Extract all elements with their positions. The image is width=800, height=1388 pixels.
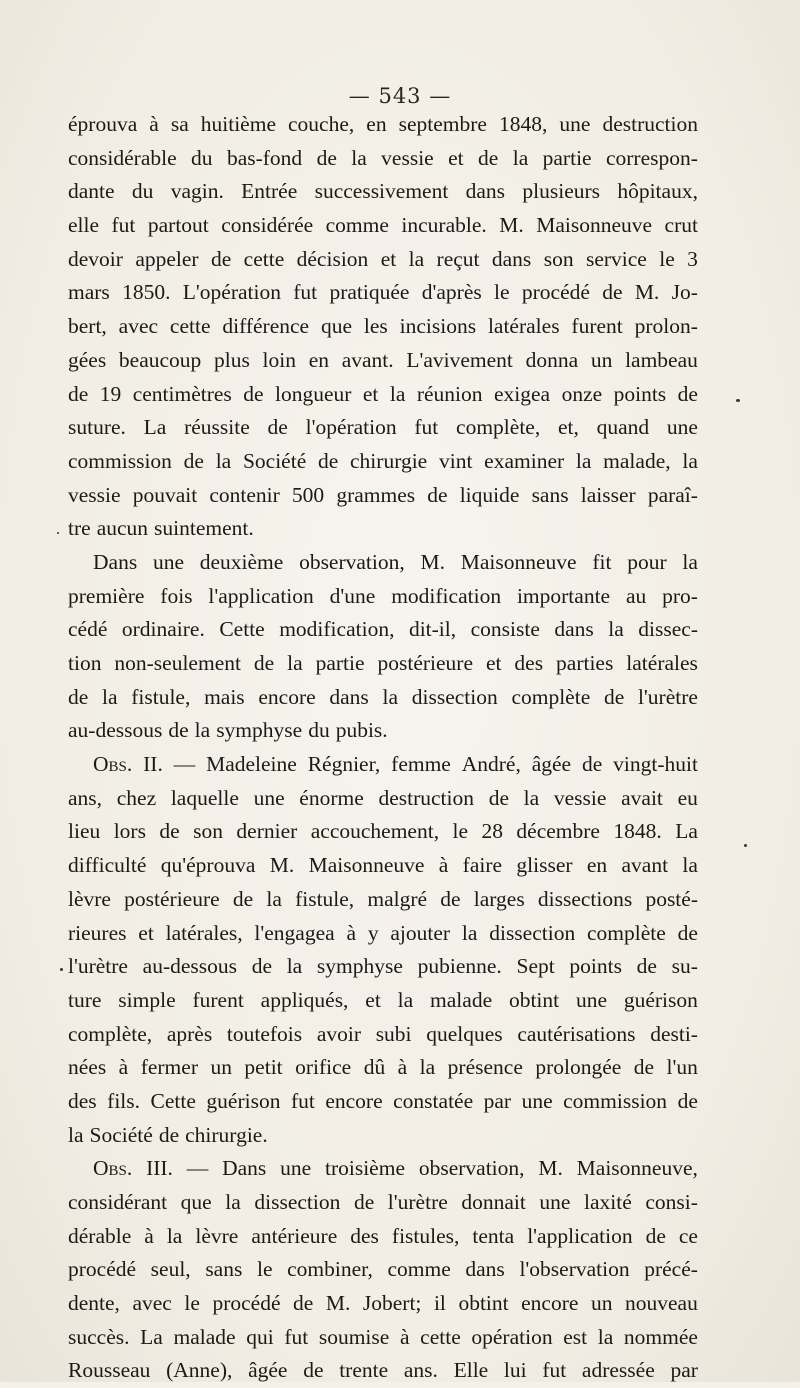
text-line: dante du vagin. Entrée successivement dans plusieurs hôpitaux, bbox=[68, 179, 698, 204]
text-line: vessie pouvait contenir 500 grammes de liquide sans laisser paraî- bbox=[68, 482, 698, 507]
text-line: procédé seul, sans le combiner, comme dans l'observation précé- bbox=[68, 1257, 698, 1282]
text-line: rieures et latérales, l'engagea à y ajouter la dissection complète de bbox=[68, 920, 698, 945]
text-line: elle fut partout considérée comme incurable. M. Maisonneuve crut bbox=[68, 213, 698, 238]
text-line: gées beaucoup plus loin en avant. L'avivement donna un lambeau bbox=[68, 347, 698, 372]
text-line: la Société de chirurgie. bbox=[68, 1122, 268, 1147]
text-line: première fois l'application d'une modification importante au pro- bbox=[68, 583, 698, 608]
body-text bbox=[68, 108, 698, 1388]
print-speck bbox=[60, 968, 63, 971]
print-speck bbox=[57, 532, 59, 534]
text-line: tre aucun suintement. bbox=[68, 516, 254, 541]
text-line: mars 1850. L'opération fut pratiquée d'après le procédé de M. Jo- bbox=[68, 280, 698, 305]
page-number: — 543 — bbox=[348, 84, 452, 108]
text-line: l'urètre au-dessous de la symphyse pubienne. Sept points de su- bbox=[68, 954, 698, 979]
text-line: dérable à la lèvre antérieure des fistules, tenta l'application de ce bbox=[68, 1223, 698, 1248]
text-line: des fils. Cette guérison fut encore constatée par une commission de bbox=[68, 1088, 698, 1113]
text-line: ans, chez laquelle une énorme destruction de la vessie avait eu bbox=[68, 785, 698, 810]
text-line: éprouva à sa huitième couche, en septembre 1848, une destruction bbox=[68, 112, 698, 136]
text-line: ture simple furent appliqués, et la malade obtint une guérison bbox=[68, 987, 698, 1012]
text-line: lieu lors de son dernier accouchement, le 28 décembre 1848. La bbox=[68, 819, 698, 844]
text-line: nées à fermer un petit orifice dû à la présence prolongée de l'un bbox=[68, 1055, 698, 1080]
text-line: considérable du bas-fond de la vessie et de la partie correspon- bbox=[68, 145, 698, 170]
text-line: commission de la Société de chirurgie vint examiner la malade, la bbox=[68, 448, 698, 473]
text-line: de la fistule, mais encore dans la dissection complète de l'urètre bbox=[68, 684, 698, 709]
text-line: Obs. III. — Dans une troisième observation, M. Maisonneuve, bbox=[93, 1156, 698, 1181]
text-line: cédé ordinaire. Cette modification, dit-il, consiste dans la dissec- bbox=[68, 617, 698, 642]
print-speck bbox=[736, 399, 740, 402]
text-line: lèvre postérieure de la fistule, malgré de larges dissections posté- bbox=[68, 886, 698, 911]
text-line: Dans une deuxième observation, M. Maisonneuve fit pour la bbox=[93, 549, 698, 574]
print-speck bbox=[744, 844, 747, 847]
text-line: succès. La malade qui fut soumise à cette opération est la nommée bbox=[68, 1324, 698, 1349]
text-line: difficulté qu'éprouva M. Maisonneuve à faire glisser en avant la bbox=[68, 853, 698, 878]
text-line: devoir appeler de cette décision et la reçut dans son service le 3 bbox=[68, 246, 698, 271]
text-line: au-dessous de la symphyse du pubis. bbox=[68, 718, 388, 743]
text-line: bert, avec cette différence que les incisions latérales furent prolon- bbox=[68, 314, 698, 339]
text-line: considérant que la dissection de l'urètre donnait une laxité consi- bbox=[68, 1190, 698, 1214]
text-line: dente, avec le procédé de M. Jobert; il obtint encore un nouveau bbox=[68, 1291, 698, 1316]
text-line: Rousseau (Anne), âgée de trente ans. Elle lui fut adressée par bbox=[68, 1358, 698, 1383]
text-line: tion non-seulement de la partie postérieure et des parties latérales bbox=[68, 651, 698, 675]
text-line: de 19 centimètres de longueur et la réunion exigea onze points de bbox=[68, 381, 698, 406]
text-line: Obs. II. — Madeleine Régnier, femme André, âgée de vingt-huit bbox=[93, 752, 698, 777]
text-line: complète, après toutefois avoir subi quelques cautérisations desti- bbox=[68, 1021, 698, 1046]
text-line: suture. La réussite de l'opération fut complète, et, quand une bbox=[68, 415, 698, 440]
